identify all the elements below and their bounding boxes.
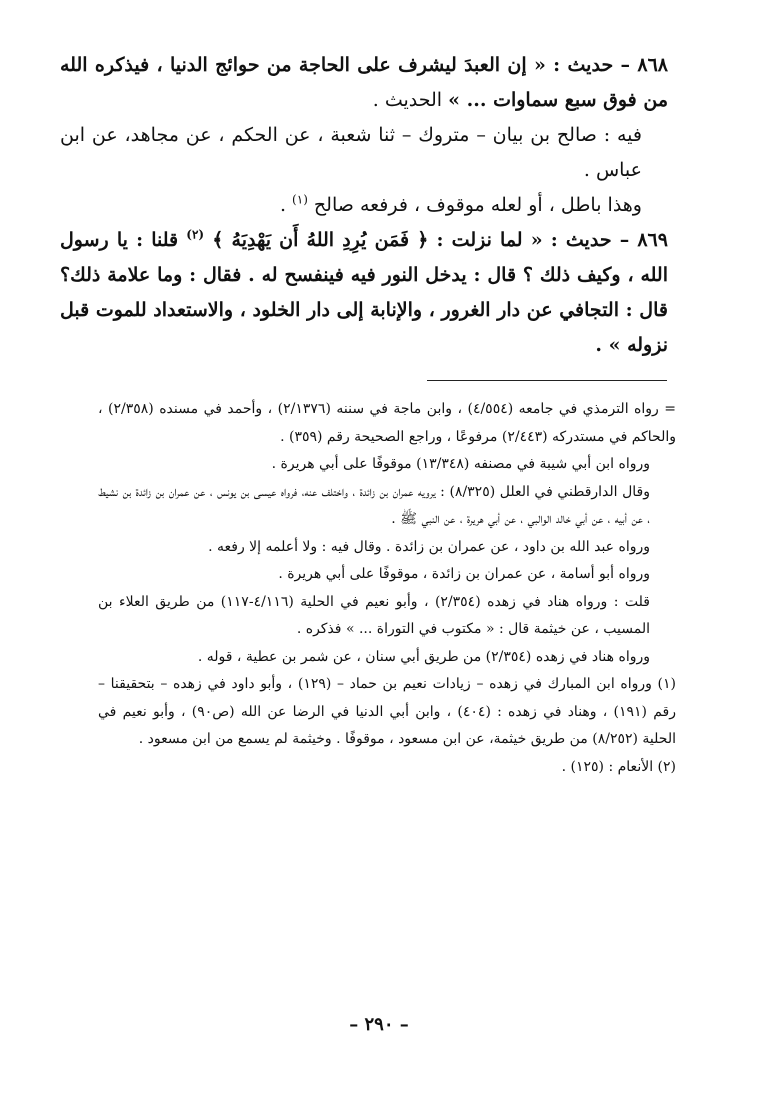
hadith-868-isnad: فيه : صالح بن بيان – متروك – ثنا شعبة ، عن الحكم ، عن مجاهد، عن ابن عباس . [60, 124, 642, 181]
quran-verse: ﴿ فَمَن يُرِدِ اللهُ أَن يَهْدِيَهُ ﴾ [212, 229, 429, 251]
footnote-line: وقال الدارقطني في العلل (٨/٣٢٥) : يرويه عمران بن زائدة ، واختلف عنه، فرواه عيسى بن يونس ، عن عمران بن زائدة بن نشيط ، عن أبيه ، عن أبي خالد الوالبي ، عن أبي هريرة ، عن النبي ﷺ . [98, 483, 650, 527]
footnote-ref-1: (١) [292, 192, 308, 207]
page-number: – ٢٩٠ – [349, 1014, 409, 1035]
hadith-868 [60, 48, 668, 118]
hadith-number: ٨٦٩ [637, 229, 668, 251]
hadith-868-verdict: وهذا باطل ، أو لعله موقوف ، فرفعه صالح $^{(١)}$ . [279, 192, 642, 216]
footnote-line: قلت : ورواه هناد في زهده (٢/٣٥٤) ، وأبو نعيم في الحلية (٤/١١٦-١١٧) من طريق العلاء بن المسيب ، عن خيثمة قال : « مكتوب في التوراة ... » فذكره . [98, 593, 650, 637]
hadith-matn: قلنا : يا رسول الله ، وكيف ذلك ؟ قال : يدخل النور فيه فينفسح له . فقال : وما علامة ذلك؟ قال : التجافي عن دار الغرور ، والإنابة إلى دار الخلود ، والاستعداد للموت قبل نزوله » . [60, 229, 668, 356]
footnote-line: ورواه أبو أسامة ، عن عمران بن زائدة ، موقوفًا على أبي هريرة . [278, 566, 650, 582]
hadith-label: – حديث : « لما نزلت : [428, 229, 638, 251]
hadith-label: – حديث : [545, 54, 638, 76]
footnote-line: ورواه عبد الله بن داود ، عن عمران بن زائدة . وقال فيه : ولا أعلمه إلا رفعه . [208, 538, 650, 555]
footnote-divider [427, 380, 667, 381]
hadith-869 [60, 223, 668, 363]
footnote-line: ورواه ابن أبي شيبة في مصنفه (١٣/٣٤٨) موقوفًا على أبي هريرة . [271, 456, 650, 472]
footnote-1: (١) ورواه ابن المبارك في زهده – زيادات نعيم بن حماد – (١٢٩) ، وأبو داود في زهده – بتحقيقنا – رقم (١٩١) ، وهناد في زهده : (٤٠٤) ، وابن أبي الدنيا في الرضا عن الله (ص٩٠) ، وأبو نعيم في الحلية (٨/٢٥٢) من طريق خيثمة، عن ابن مسعود ، موقوفًا . وخيثمة لم يسمع من ابن مسعود . [98, 676, 677, 747]
footnote-line: ورواه هناد في زهده (٢/٣٥٤) من طريق أبي سنان ، عن شمر بن عطية ، قوله . [197, 648, 650, 665]
hadith-number: ٨٦٨ [637, 54, 669, 76]
footnote-takhrij: = رواه الترمذي في جامعه (٤/٥٥٤) ، وابن ماجة في سننه (٢/١٣٧٦) ، وأحمد في مسنده (٢/٣٥٨) ، والحاكم في مستدركه (٢/٤٤٣) مرفوعًا ، وراجع الصحيحة رقم (٣٥٩) . [98, 401, 677, 445]
hadith-matn: « إن العبدَ ليشرف على الحاجة من حوائج الدنيا ، فيذكره الله من فوق سبع سماوات ... » [60, 54, 668, 111]
verdict-text: وهذا باطل ، أو لعله موقوف ، فرفعه صالح [313, 194, 642, 216]
main-text [60, 48, 668, 363]
footnote-2: (٢) الأنعام : (١٢٥) . [561, 758, 676, 775]
footnotes [98, 396, 676, 781]
footnote-ref-2: (٢) [186, 227, 205, 242]
hadith-tail: الحديث . [372, 89, 449, 111]
